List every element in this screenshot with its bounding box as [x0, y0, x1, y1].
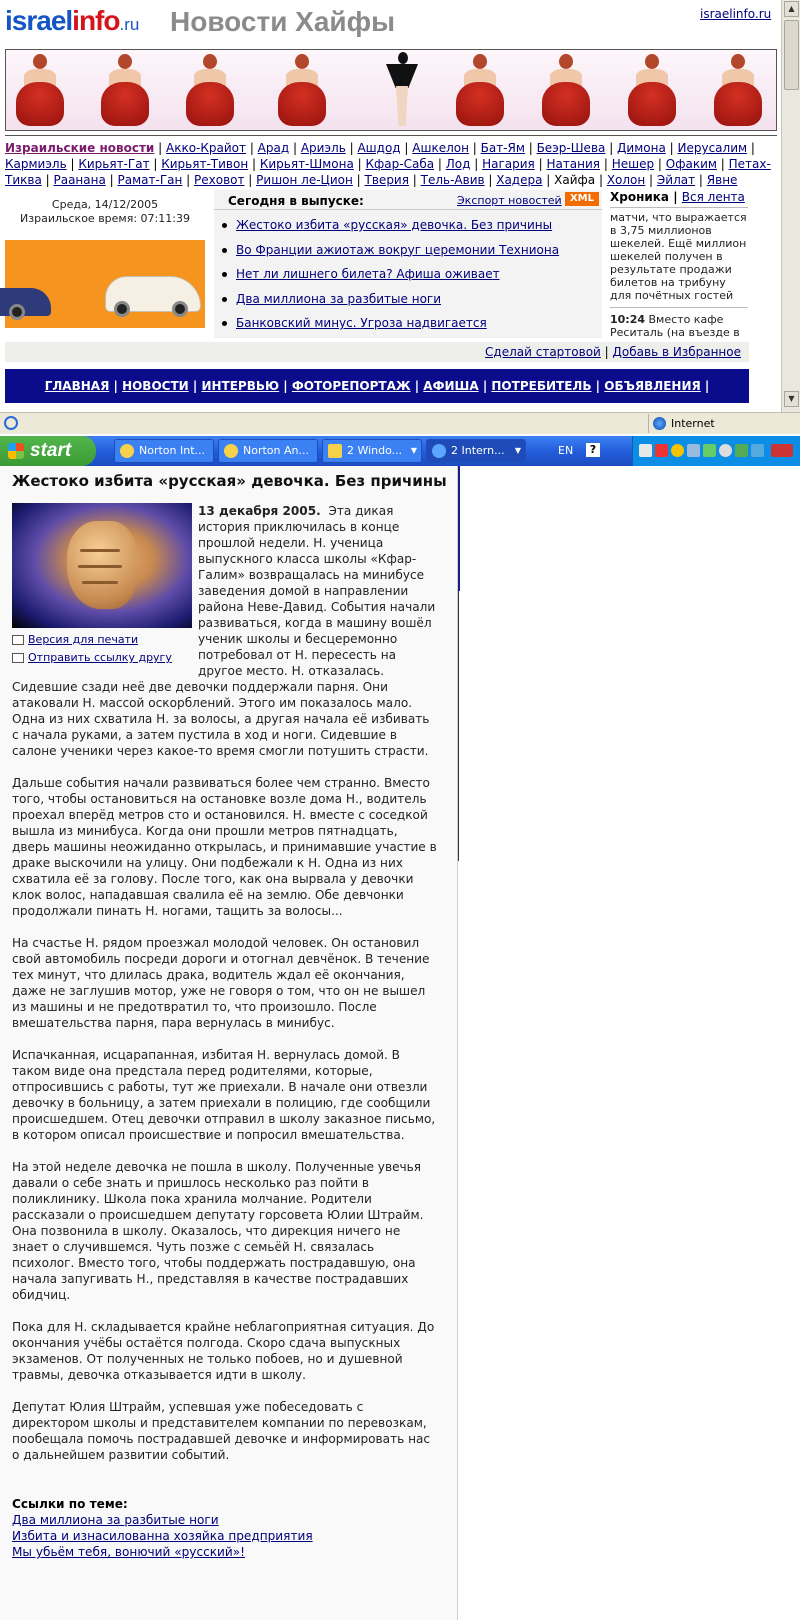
- browser-viewport: [0, 0, 800, 412]
- today-news-item: [222, 291, 559, 316]
- bullet-icon: [222, 321, 227, 326]
- tray-document-icon[interactable]: [639, 444, 652, 457]
- chronicle-title: Хроника: [610, 190, 670, 204]
- main-nav-link[interactable]: АФИША: [423, 379, 479, 393]
- date-time-box: [5, 198, 205, 226]
- related-link[interactable]: Два миллиона за разбитые ноги: [12, 1513, 219, 1527]
- xml-badge[interactable]: XML: [565, 192, 599, 206]
- send-link-to-friend[interactable]: Отправить ссылку другу: [28, 651, 172, 664]
- city-link[interactable]: Ариэль: [300, 141, 346, 155]
- today-news-link[interactable]: Нет ли лишнего билета? Афиша оживает: [236, 267, 500, 281]
- city-link[interactable]: Ашкелон: [412, 141, 469, 155]
- today-news-link[interactable]: Во Франции ажиотаж вокруг церемонии Техниона: [236, 242, 560, 257]
- current-date: Среда, 14/12/2005: [51, 198, 159, 211]
- windows-taskbar: [0, 436, 800, 466]
- showgirl-figure: [380, 52, 424, 128]
- page-icon: [4, 416, 18, 430]
- city-link[interactable]: Петах-Тиква: [5, 157, 771, 187]
- norton-icon: [224, 444, 238, 458]
- main-nav-link[interactable]: ФОТОРЕПОРТАЖ: [291, 379, 411, 393]
- main-nav-link[interactable]: ОБЪЯВЛЕНИЯ: [604, 379, 701, 393]
- today-news-item: [222, 217, 559, 242]
- print-version-link[interactable]: Версия для печати: [28, 633, 139, 646]
- city-link[interactable]: Димона: [617, 141, 666, 155]
- today-in-issue-panel: [214, 190, 602, 338]
- today-news-link[interactable]: Два миллиона за разбитые ноги: [236, 291, 442, 306]
- dancer-figure: [454, 52, 506, 128]
- city-link[interactable]: Арад: [257, 141, 290, 155]
- today-news-link[interactable]: Банковский минус. Угроза надвигается: [236, 316, 487, 330]
- all-feed-link[interactable]: Вся лента: [681, 190, 745, 204]
- city-link[interactable]: Явне: [706, 173, 738, 187]
- city-link[interactable]: Тверия: [364, 173, 409, 187]
- related-link[interactable]: Мы убьём тебя, вонючий «русский»!: [12, 1545, 246, 1559]
- bullet-icon: [222, 297, 227, 302]
- today-news-item: [222, 242, 559, 267]
- site-logo[interactable]: israelinfo.ru: [5, 5, 140, 36]
- tray-alert-icon[interactable]: [655, 444, 668, 457]
- article-paragraph: Эта дикая история приключилась в конце прошлой недели. Н. ученица выпускного класса школы «Кфар-Галим» возвращалась на минибусе заведения домой в направлении района Неве-Давид. События начали развиваться, когда в машину вошёл ученик школы и бесцеремонно потребовал от Н. пересесть на другое место. Н. отказалась. Сидевшие сзади неё две девочки поддержали парня. Они атаковали Н. массой оскорблений. Этого им показалось мало. Одна из них схватила Н. за волосы, а другая начала её избивать с начала руками, а затем пустила в ход и ноги. Сидевшие в салоне ученики через какое-то время смогли потушить страсти.: [12, 504, 436, 758]
- scroll-down-arrow-icon[interactable]: ▼: [784, 391, 799, 407]
- dancer-figure: [712, 52, 764, 128]
- blank-area: [458, 466, 800, 1620]
- city-link[interactable]: Иерусалим: [677, 141, 748, 155]
- car-ad-banner[interactable]: [5, 240, 205, 328]
- article-paragraph: Дальше события начали развиваться более чем странно. Вместо того, чтобы остановиться на остановке возле дома Н., водитель проехал вперёд метров сто и остановился. Н. вместе с соседкой вышла из минибуса. Когда они прошли метров пятнадцать, дверь машины неожиданно открылась, и принимавшие участие в драке выскочили на улицу. Они подбежали к Н. Одна из них схватила её за голову. После того, как она вырвала у девочки клок волос, нападавшая свалила её на землю. Обе девчонки продолжали пинать Н. ногами, тащить за волосы...: [12, 776, 437, 918]
- city-link[interactable]: Раанана: [53, 173, 106, 187]
- today-news-item: [222, 315, 559, 340]
- globe-icon: [653, 417, 666, 430]
- dancer-figure: [626, 52, 678, 128]
- today-news-link[interactable]: Жестоко избита «русская» девочка. Без причины: [236, 218, 553, 232]
- chevron-down-icon: ▼: [514, 446, 521, 455]
- chronicle-item-text: Вместо кафе Реситаль (на въезде в: [610, 313, 740, 339]
- city-link[interactable]: Акко-Крайот: [166, 141, 246, 155]
- bullet-icon: [222, 272, 227, 277]
- taskbar-item-norton-internet[interactable]: Norton Int...: [114, 439, 214, 463]
- dancer-figure: [99, 52, 151, 128]
- dancer-figure: [540, 52, 592, 128]
- city-link[interactable]: Холон: [606, 173, 646, 187]
- city-link[interactable]: Лод: [445, 157, 471, 171]
- today-title: Сегодня в выпуске:: [228, 194, 364, 208]
- city-link[interactable]: Реховот: [194, 173, 245, 187]
- bullet-icon: [222, 223, 227, 228]
- tray-network-icon[interactable]: [687, 444, 700, 457]
- windows-flag-icon: [8, 443, 24, 459]
- tray-security-icon[interactable]: [703, 444, 716, 457]
- norton-icon: [120, 444, 134, 458]
- scroll-thumb[interactable]: [784, 20, 799, 90]
- vertical-scrollbar[interactable]: [781, 0, 800, 420]
- tray-volume-icon[interactable]: [719, 444, 732, 457]
- bullet-icon: [222, 248, 227, 253]
- add-favorites-link[interactable]: Добавь в Избранное: [612, 345, 741, 359]
- city-link[interactable]: Бат-Ям: [480, 141, 525, 155]
- city-link[interactable]: Кирьят-Шмона: [259, 157, 354, 171]
- page-title: Новости Хайфы: [170, 6, 396, 37]
- chronicle-item-text: матчи, что выражается в 3,75 миллионов шекелей. Ещё миллион шекелей получен в результате продажи билетов на трибуну для почётных гостей: [610, 211, 747, 302]
- article-paragraph: Депутат Юлия Штрайм, успевшая уже побеседовать с директором школы и представителем компании по перевозкам, пообещала помочь пострадавшей девочке и информировать нас о дальнейшем развитии событий.: [12, 1400, 431, 1462]
- folder-icon: [328, 444, 342, 458]
- taskbar-item-windows-explorer[interactable]: 2 Windo... ▼: [322, 439, 422, 463]
- set-homepage-link[interactable]: Сделай стартовой: [485, 345, 601, 359]
- article-title: Жестоко избита «русская» девочка. Без причины: [12, 472, 447, 490]
- dancer-figure: [184, 52, 236, 128]
- status-bar: [0, 412, 800, 434]
- article-paragraph: На счастье Н. рядом проезжал молодой человек. Он остановил свой автомобиль посреди дороги и отогнал девчёнок. В течение тех минут, что длилась драка, водитель ждал её окончания, даже не заглушив мотор, уже не говоря о том, что он не вышел из машины и не предотвратил то, что произошло. После вмешательства парня, пара вернулась в минибус.: [12, 936, 430, 1030]
- today-news-item: [222, 266, 559, 291]
- main-nav-link[interactable]: НОВОСТИ: [122, 379, 189, 393]
- main-navigation: ГЛАВНАЯ | НОВОСТИ | ИНТЕРВЬЮ | ФОТОРЕПОРТАЖ | АФИША | ПОТРЕБИТЕЛЬ | ОБЪЯВЛЕНИЯ |: [5, 369, 749, 403]
- site-home-link[interactable]: israelinfo.ru: [700, 7, 772, 21]
- related-title: Ссылки по теме:: [12, 1497, 128, 1511]
- city-link[interactable]: Ашдод: [357, 141, 401, 155]
- banner-ad[interactable]: [5, 49, 777, 131]
- city-link[interactable]: Эйлат: [656, 173, 696, 187]
- city-link[interactable]: Хадера: [496, 173, 543, 187]
- favorites-bar: Сделай стартовой | Добавь в Избранное: [5, 342, 749, 362]
- city-link[interactable]: Кирьят-Гат: [78, 157, 150, 171]
- city-link[interactable]: Кфар-Саба: [365, 157, 435, 171]
- related-links: [12, 1496, 442, 1560]
- city-link[interactable]: Нешер: [611, 157, 655, 171]
- scroll-up-arrow-icon[interactable]: ▲: [784, 1, 799, 17]
- article-paragraph: Испачканная, исцарапанная, избитая Н. вернулась домой. В таком виде она предстала перед родителями, которые, отпросившись с работы, тут же приехали. В начале они отвезли девочку в больницу, а затем приехали в полицию, где сообщили происшедшем. Отец девочки отправил в школу заказное письмо, в котором описал происшествие и попросил вмешательства.: [12, 1048, 436, 1142]
- help-icon[interactable]: ?: [586, 443, 600, 457]
- tray-3d-icon[interactable]: [771, 444, 793, 457]
- city-link[interactable]: Кармиэль: [5, 157, 67, 171]
- city-link-israel-news[interactable]: Израильские новости: [5, 141, 155, 155]
- export-news-link[interactable]: Экспорт новостей: [457, 194, 562, 207]
- main-nav-link[interactable]: ИНТЕРВЬЮ: [201, 379, 280, 393]
- tray-app-icon[interactable]: [751, 444, 764, 457]
- tray-norton-icon[interactable]: [671, 444, 684, 457]
- article-paragraph: На этой неделе девочка не пошла в школу. Полученные увечья давали о себе знать и пришлось несколько раз пойти в поликлинику. Школа пока хранила молчание. Родители рассказали о происшедшем депутату горсовета Юлии Штрайм. Она позвонила в школу. Оказалось, что дирекция ничего не знает о случившемся. Чуть позже с семьёй Н. связалась психолог. Вместо того, чтобы поддержать пострадавшую, она начала запугивать Н., представляя в качестве пострадавших обидчиц.: [12, 1160, 424, 1302]
- city-link[interactable]: Кирьят-Тивон: [161, 157, 249, 171]
- system-tray: [632, 436, 800, 466]
- security-zone: Internet: [648, 414, 715, 433]
- article-body: [12, 503, 438, 1479]
- related-link[interactable]: Избита и изнасилованна хозяйка предприятия: [12, 1529, 313, 1543]
- city-link[interactable]: Беэр-Шева: [536, 141, 606, 155]
- language-indicator[interactable]: EN: [558, 444, 574, 457]
- chronicle-item-time: 10:24: [610, 313, 646, 326]
- city-link[interactable]: Натания: [546, 157, 601, 171]
- chevron-down-icon: ▼: [410, 446, 417, 455]
- blue-car-image: [0, 288, 51, 316]
- article-paragraph: Пока для Н. складывается крайне неблагоприятная ситуация. До окончания учёбы остаётся полгода. Скоро сдача выпускных экзаменов. От полученных не только побоев, но и душевной травмы, девочка отказывается идти в школу.: [12, 1320, 435, 1382]
- start-button[interactable]: start: [0, 436, 96, 466]
- city-navigation: Израильские новости | Акко-Крайот | Арад | Ариэль | Ашдод | Ашкелон | Бат-Ям | Беэр-Шева | Димона | Иерусалим | Кармиэль | Кирьят-Гат | Кирьят-Тивон | Кирьят-Шмона | Кфар-Саба | Лод | Нагария | Натания | Нешер | Офаким | Петах-Тиква | Раанана | Рамат-Ган | Реховот | Ришон ле-Цион | Тверия | Тель-Авив | Хадера | Хайфа | Холон | Эйлат | Явне: [5, 135, 777, 188]
- city-link[interactable]: Рамат-Ган: [117, 173, 183, 187]
- city-link[interactable]: Нагария: [482, 157, 535, 171]
- israel-time: Израильское время: 07:11:39: [20, 212, 190, 225]
- city-link[interactable]: Хайфа: [554, 173, 596, 187]
- taskbar-item-internet-explorer[interactable]: 2 Intern... ▼: [426, 439, 526, 463]
- main-nav-link[interactable]: ПОТРЕБИТЕЛЬ: [491, 379, 592, 393]
- tray-app-icon[interactable]: [735, 444, 748, 457]
- taskbar-item-norton-antivirus[interactable]: Norton An...: [218, 439, 318, 463]
- city-link[interactable]: Ришон ле-Цион: [256, 173, 353, 187]
- main-nav-link[interactable]: ГЛАВНАЯ: [44, 379, 110, 393]
- today-news-list: [222, 217, 559, 340]
- article-date: 13 декабря 2005.: [198, 504, 321, 518]
- city-link[interactable]: Офаким: [665, 157, 717, 171]
- ie-icon: [432, 444, 446, 458]
- dancer-figure: [14, 52, 66, 128]
- article-page: [0, 466, 458, 1620]
- dancer-figure: [276, 52, 328, 128]
- city-link[interactable]: Тель-Авив: [420, 173, 485, 187]
- white-car-image: [105, 276, 201, 312]
- chronicle-panel: Хроника | Вся лента матчи, что выражается в 3,75 миллионов шекелей. Ещё миллион шекелей получен в результате продажи билетов на трибуну для почётных гостей 10:24 Вместо кафе Реситаль (на въезде в: [610, 190, 747, 339]
